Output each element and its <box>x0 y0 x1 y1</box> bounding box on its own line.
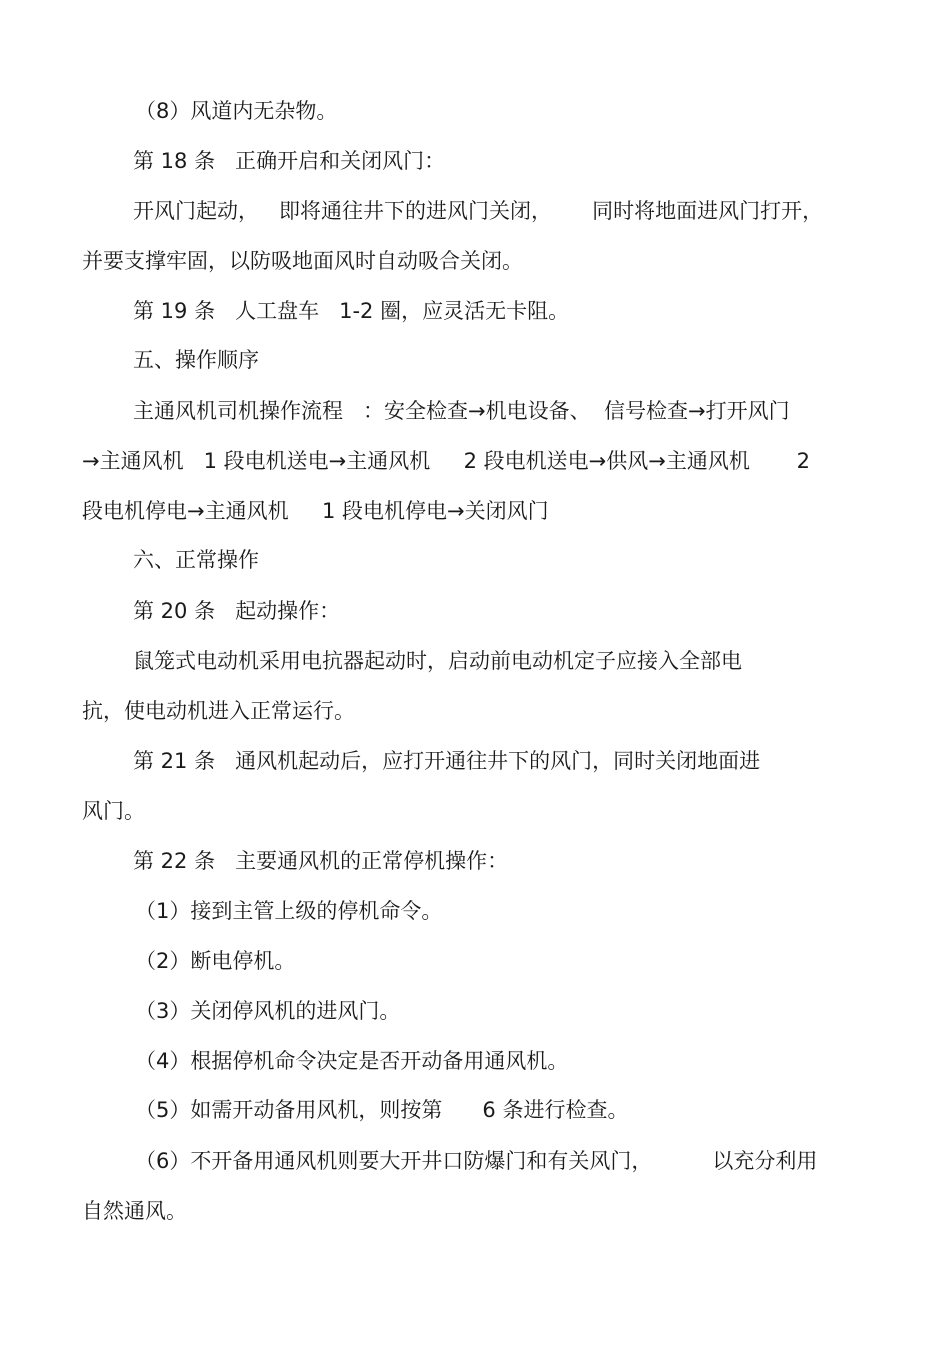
text-line: 风门。 <box>82 799 145 823</box>
article-heading: 第 18 条 正确开启和关闭风门： <box>133 149 446 173</box>
text-line: 主通风机司机操作流程 ：安全检查→机电设备、 信号检查→打开风门 <box>133 399 790 423</box>
text-line: 鼠笼式电动机采用电抗器起动时，启动前电动机定子应接入全部电 <box>133 649 742 673</box>
text-line: 并要支撑牢固，以防吸地面风时自动吸合关闭。 <box>82 249 523 273</box>
text-line: →主通风机 1 段电机送电→主通风机 2 段电机送电→供风→主通风机 2 <box>82 449 810 473</box>
list-item: （6）不开备用通风机则要大开井口防爆门和有关风门， 以充分利用 <box>135 1149 818 1173</box>
section-heading: 六、正常操作 <box>133 548 259 572</box>
article-heading: 第 21 条 通风机起动后，应打开通往井下的风门，同时关闭地面进 <box>133 749 761 773</box>
text-line: 开风门起动， 即将通往井下的进风门关闭， 同时将地面进风门打开， <box>133 199 824 223</box>
text-line: 段电机停电→主通风机 1 段电机停电→关闭风门 <box>82 499 549 523</box>
list-item: （1）接到主管上级的停机命令。 <box>135 899 443 923</box>
list-item: （3）关闭停风机的进风门。 <box>135 999 401 1023</box>
text-line: （8）风道内无杂物。 <box>135 99 338 123</box>
list-item: （4）根据停机命令决定是否开动备用通风机。 <box>135 1049 569 1073</box>
article-heading: 第 19 条 人工盘车 1-2 圈，应灵活无卡阻。 <box>133 299 570 323</box>
article-heading: 第 22 条 主要通风机的正常停机操作： <box>133 849 509 873</box>
list-item: （5）如需开动备用风机，则按第 6 条进行检查。 <box>135 1098 629 1122</box>
text-line: 自然通风。 <box>82 1199 187 1223</box>
article-heading: 第 20 条 起动操作： <box>133 599 341 623</box>
list-item: （2）断电停机。 <box>135 949 296 973</box>
text-line: 抗，使电动机进入正常运行。 <box>82 699 355 723</box>
section-heading: 五、操作顺序 <box>133 348 259 372</box>
